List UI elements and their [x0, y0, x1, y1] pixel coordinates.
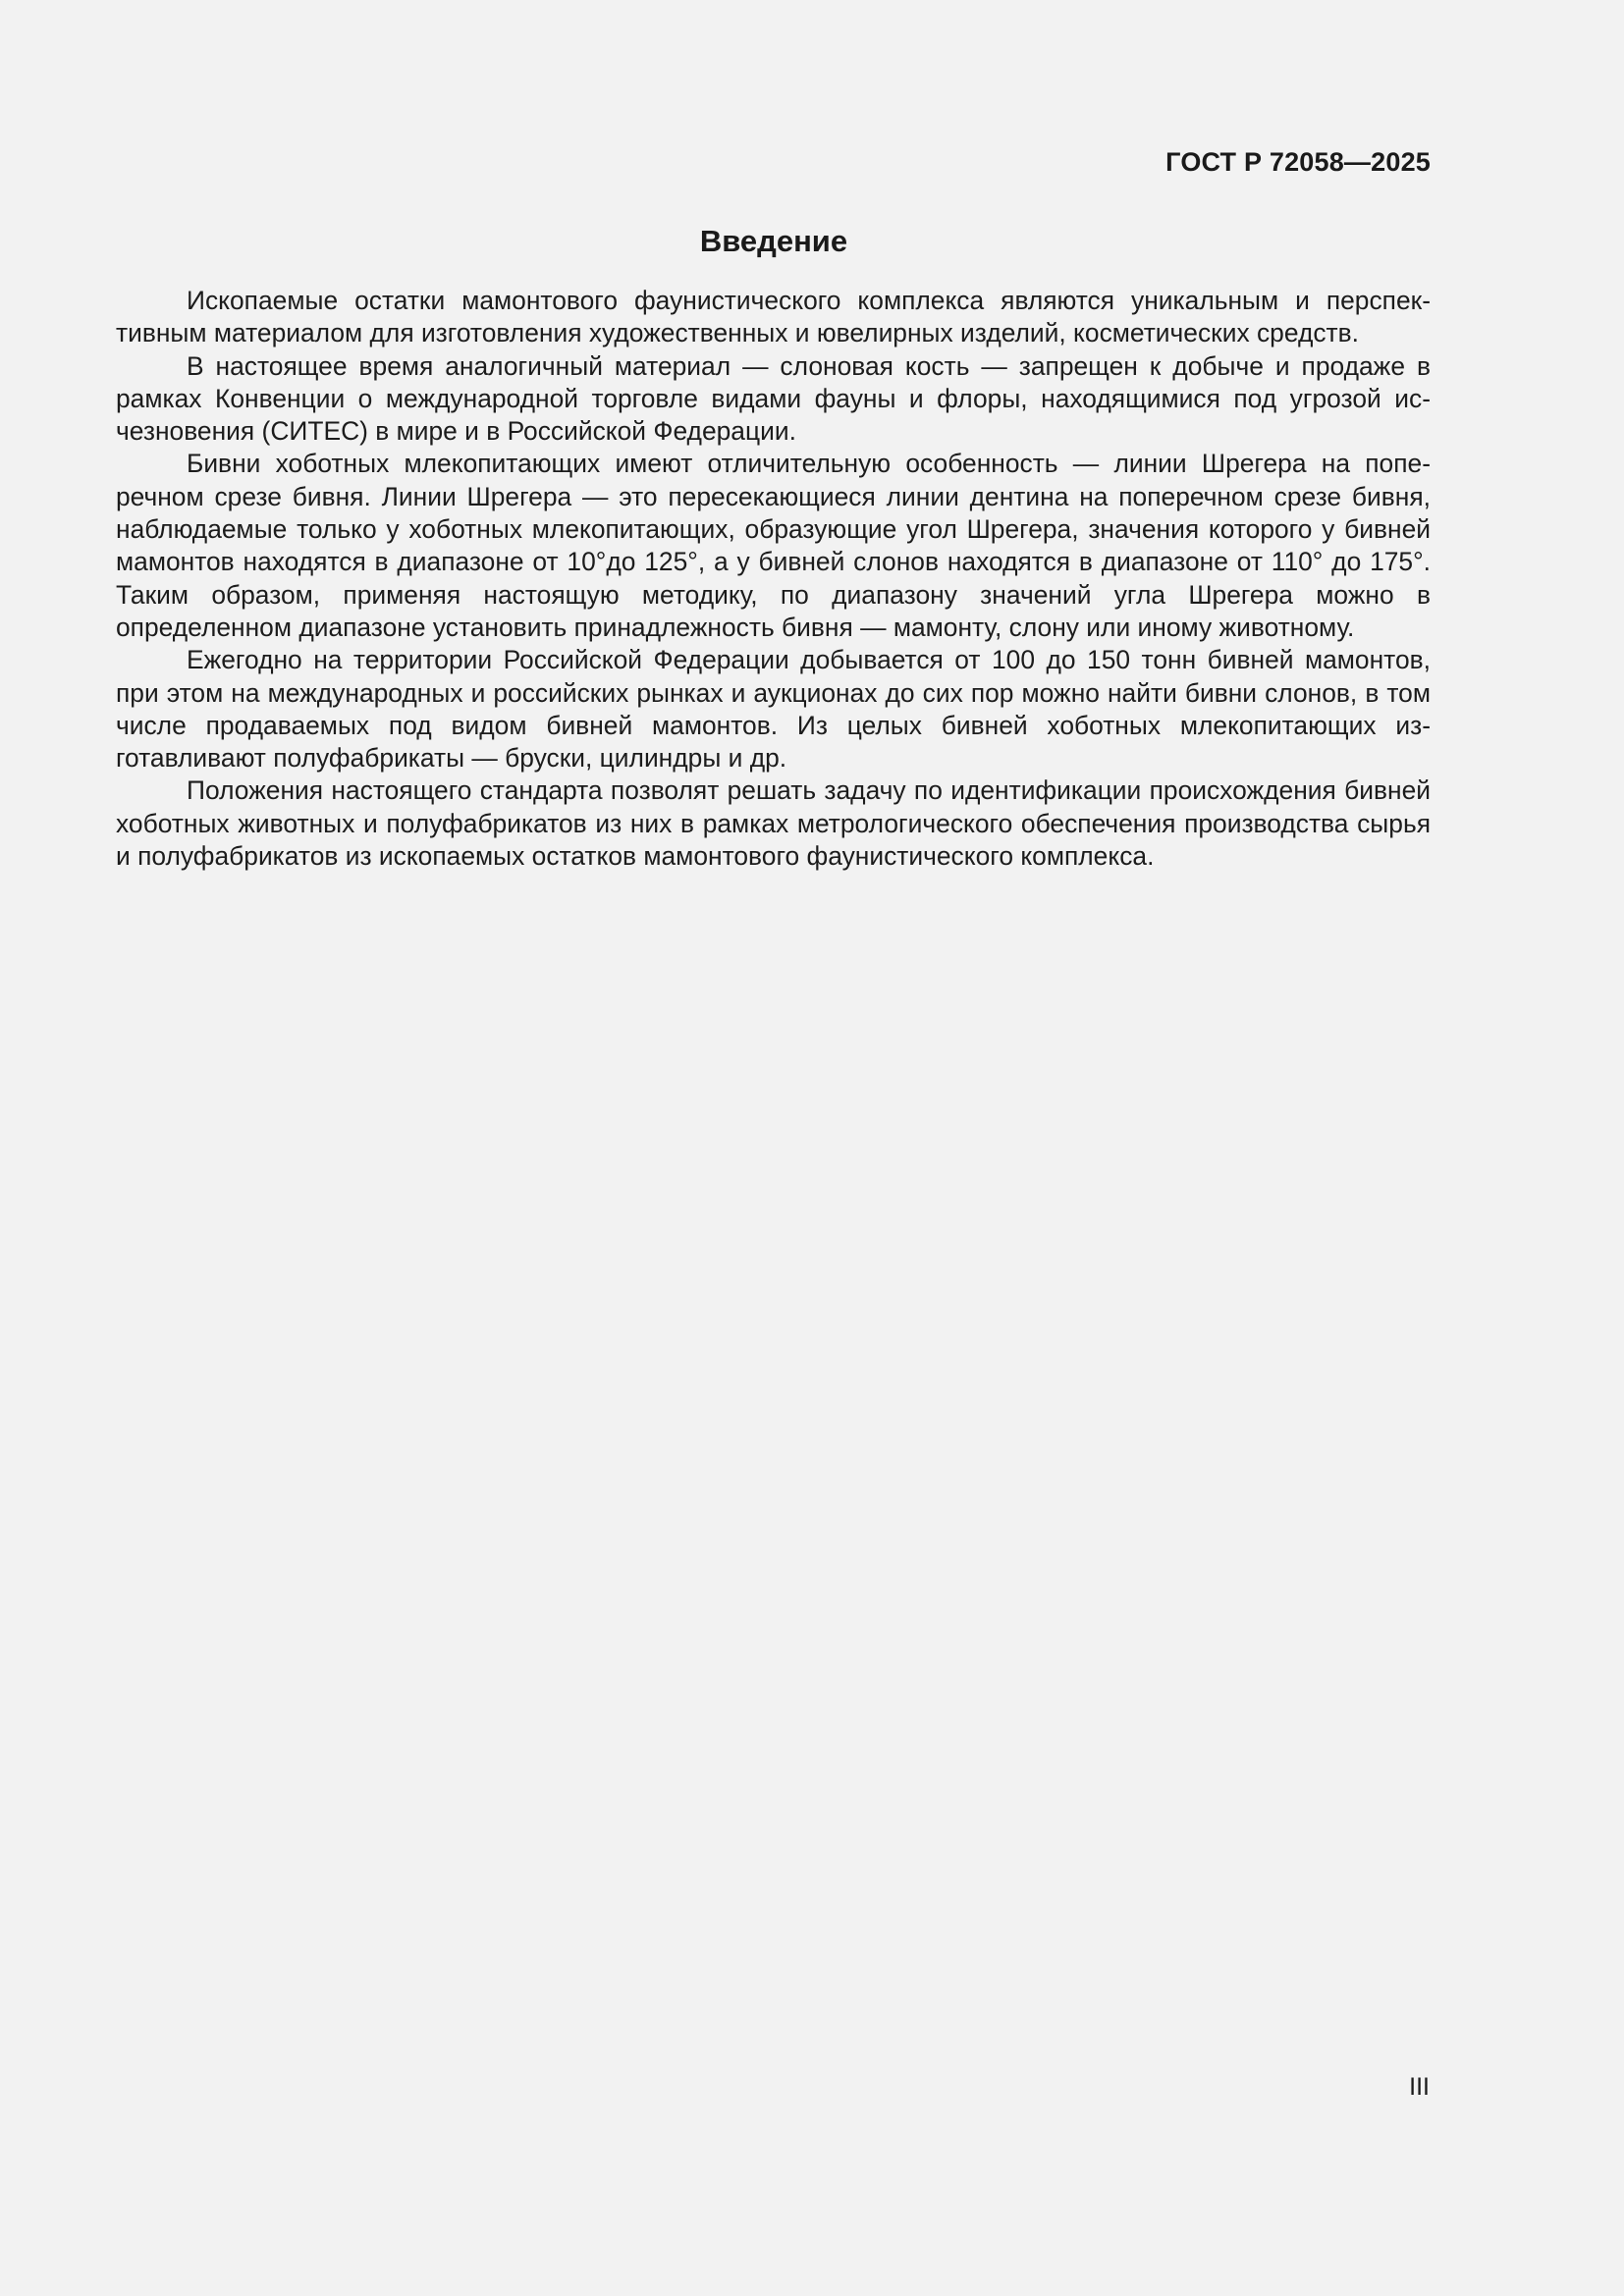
paragraph: Ежегодно на территории Российской Федерации добывается от 100 до 150 тонн бивней мамонтов, при этом на международных и российских рынках и аукционах до сих пор можно найти бивни слонов, в том числе продаваемых под видом бивней мамонтов. Из целых бивней хоботных млекопитающих изготавливают полуфабрикаты — бруски, цилиндры и др. — [116, 645, 1431, 774]
paragraph: Бивни хоботных млекопитающих имеют отличительную особенность — линии Шрегера на поперечном срезе бивня. Линии Шрегера — это пересекающиеся линии дентина на поперечном срезе бивня, наблюдаемые только у хоботных млекопитающих, образующие угол Шрегера, значения которого у бивней мамонтов находятся в диапазоне от 10°до 125°, а у бивней слонов находятся в диапазоне от 110° до 175°. Таким образом, применяя настоящую методику, по диапазону значений угла Шрегера можно в определенном диапазоне установить принадлежность бивня — мамонту, слону или иному животному. — [116, 449, 1431, 642]
section-title: Введение — [699, 224, 848, 258]
document-code: ГОСТ Р 72058—2025 — [1165, 147, 1431, 177]
introduction-body — [116, 285, 1431, 873]
paragraph: Положения настоящего стандарта позволят решать задачу по идентификации происхождения бивней хоботных животных и полуфабрикатов из них в рамках метрологического обеспечения производства сырья и полуфабрикатов из ископаемых остатков мамонтового фаунистического комплекса. — [116, 775, 1431, 872]
paragraph: В настоящее время аналогичный материал — слоновая кость — запрещен к добыче и продаже в рамках Конвенции о международной торговле видами фауны и флоры, находящимися под угрозой исчезновения (СИТЕС) в мире и в Российской Федерации. — [116, 350, 1431, 447]
page-number: III — [1409, 2073, 1430, 2101]
paragraph: Ископаемые остатки мамонтового фаунистического комплекса являются уникальным и перспективным материалом для изготовления художественных и ювелирных изделий, косметических средств. — [116, 286, 1431, 348]
